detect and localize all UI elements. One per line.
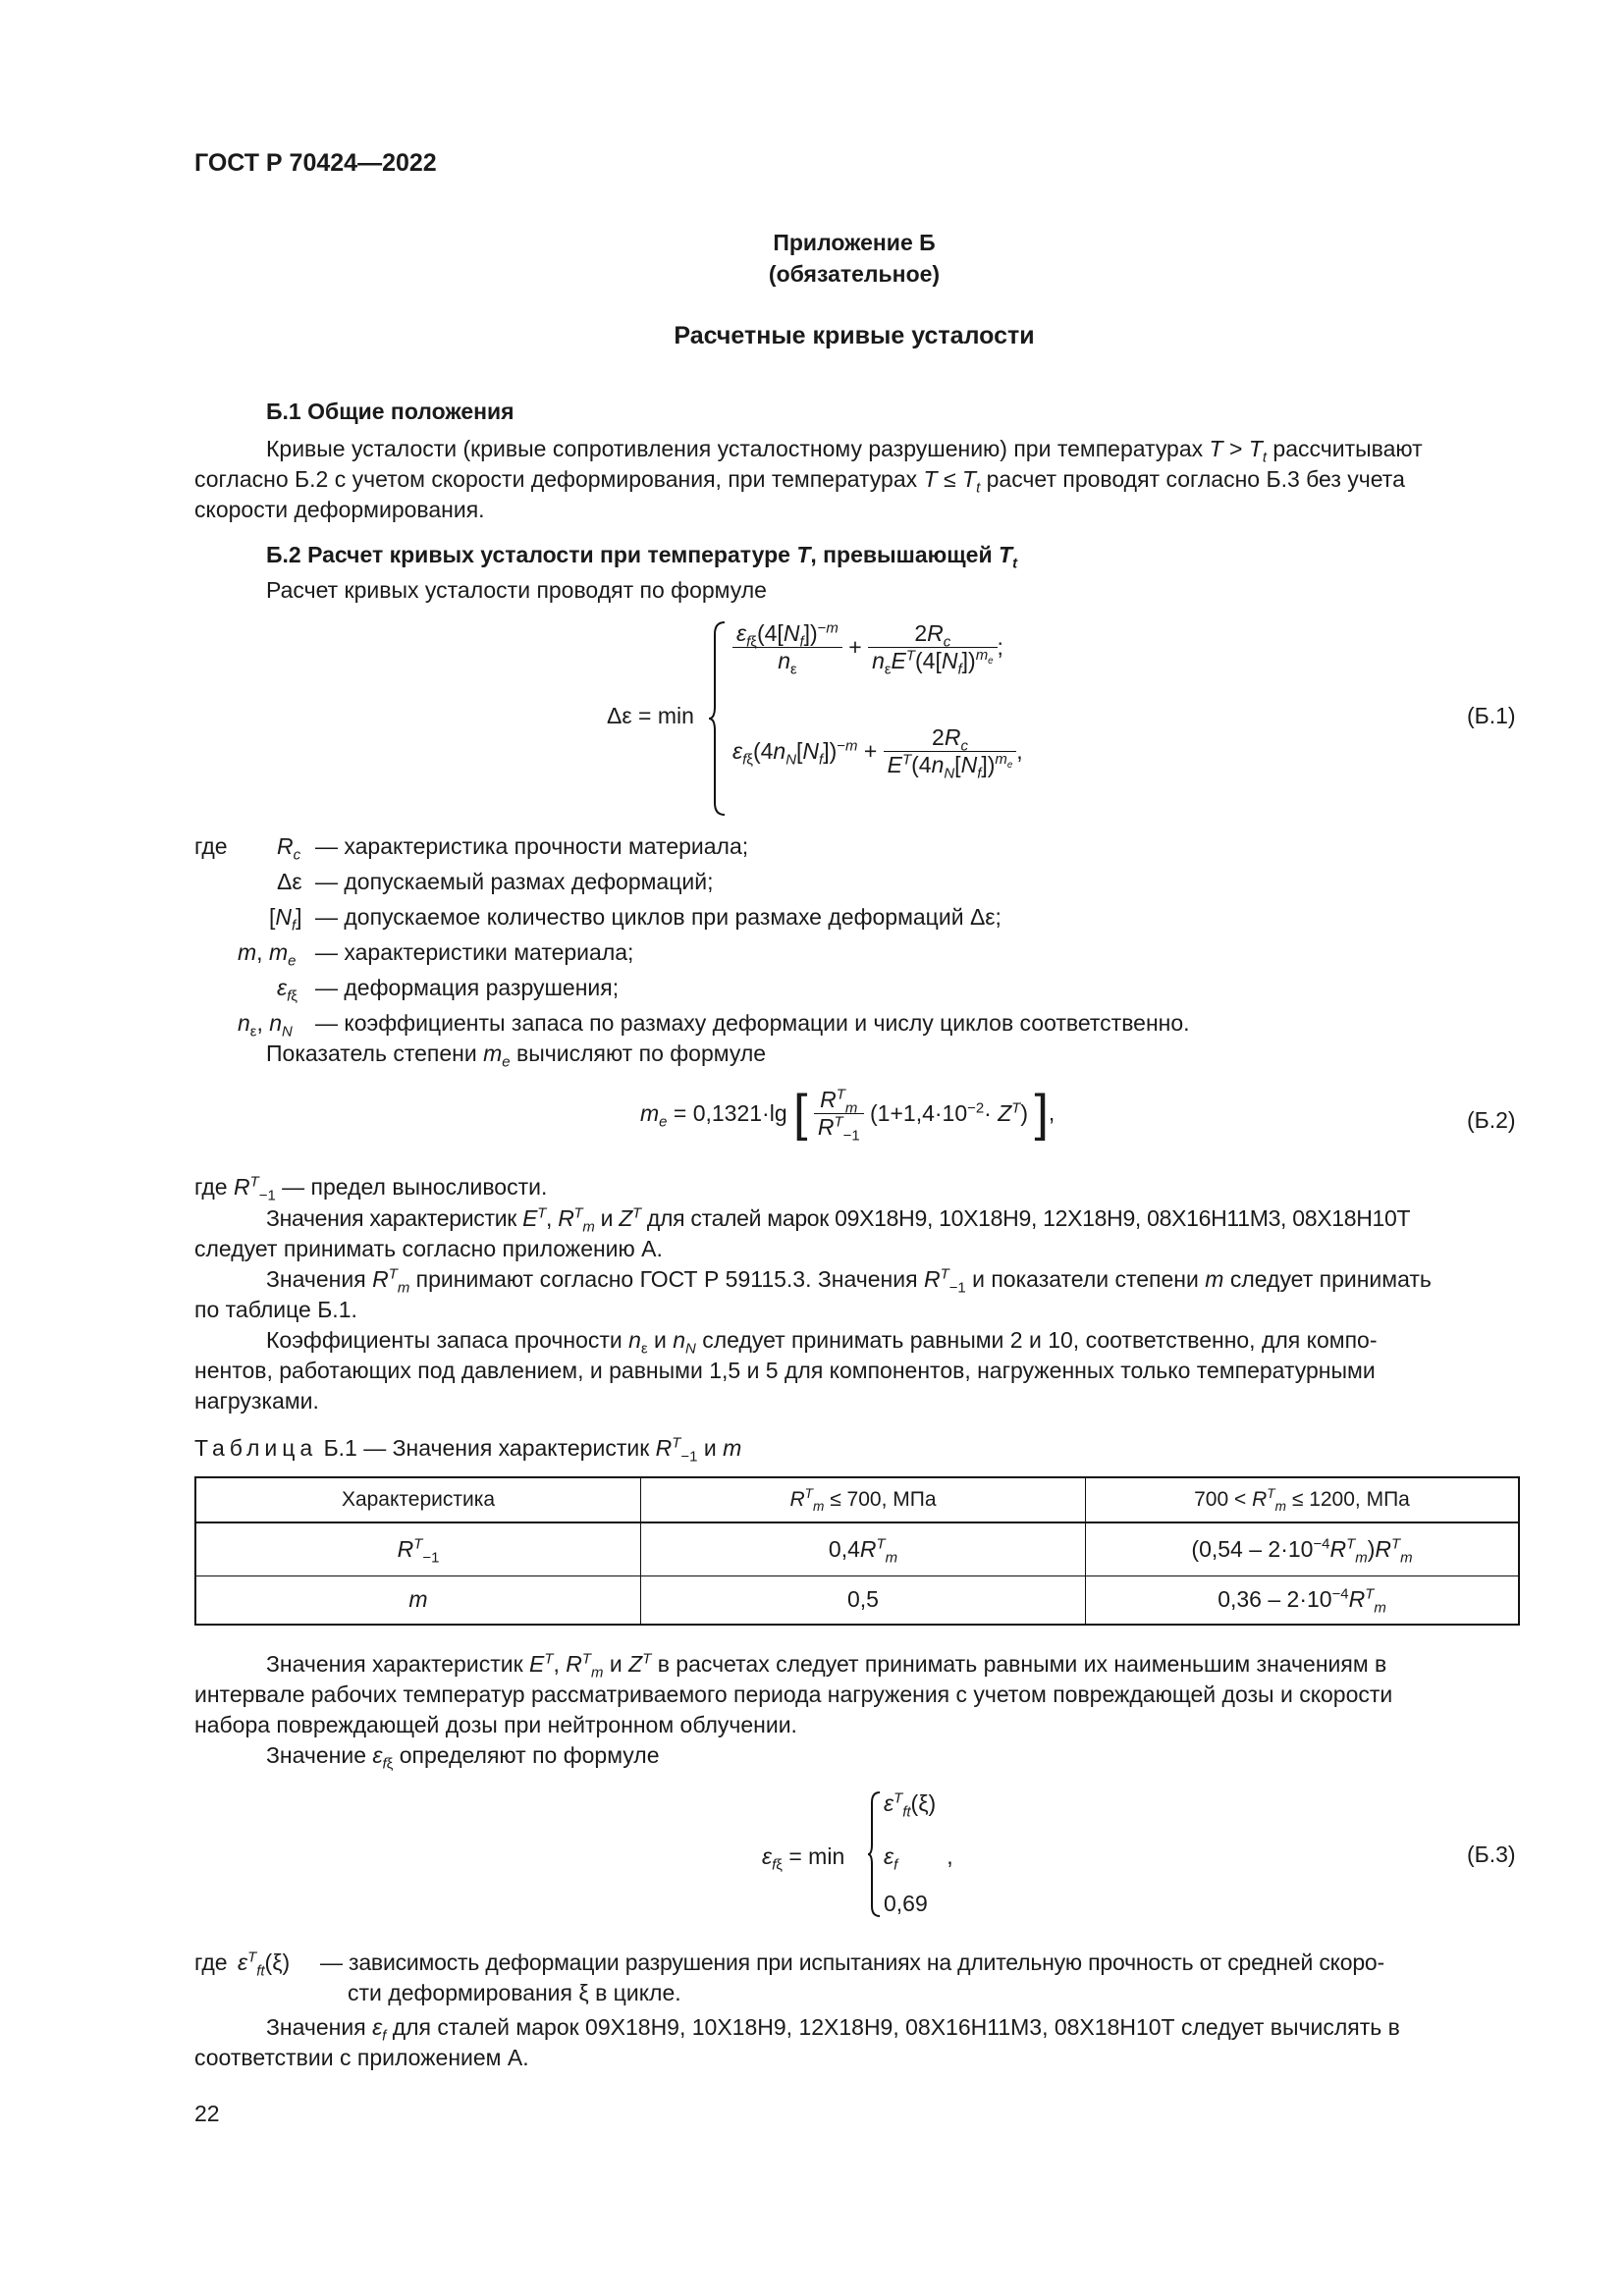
table-header-cell: $700 < R^T_m \le 1200$, МПа: [1086, 1477, 1520, 1522]
equation-b1-brace: [709, 620, 729, 817]
table-row: [195, 1522, 1519, 1575]
section-b2-heading: Б.2 Расчет кривых усталости при температуре T, превышающей $T_t$: [266, 542, 1018, 572]
page-number: 22: [194, 2101, 220, 2126]
me-intro: Показатель степени $m_e$ вычисляют по формуле: [266, 1041, 767, 1071]
equation-b3-brace: [868, 1790, 884, 1918]
table-cell: m: [195, 1575, 641, 1625]
equation-b2: $m_e = 0,1321\cdot\lg$ [ $\frac{R^T_m}{R^T_{-1}}$ $(1+1,4\cdot 10^{-2}\cdot Z^T)$ ],: [640, 1085, 1056, 1145]
equation-b1-number: (Б.1): [1467, 703, 1516, 728]
values-paragraph: Значения характеристик $E^T$, $R^T_m$ и $Z^T$ для сталей марок 09Х18Н9, 10Х18Н9, 12Х18Н9, 08Х16Н11М3, 08Х18Н10Т следует принимать согласно приложению А. Значения $R^T_m$ принимают согласно ГОСТ Р 59115.3. Значения $R^T_{-1}$ и показатели степени m следует принимать по таблице Б.1. Коэффициенты запаса прочности $n_\varepsilon$ и $n_N$ следует принимать равными 2 и 10, соответственно, для компо- нентов, работающих под давлением, и равными 1,5 и 5 для компонентов, нагруженных только температурными нагрузками.: [194, 1204, 1432, 1414]
where-list-b3: где $\varepsilon^T_{ft}(\xi)$ — зависимость деформации разрушения при испытаниях на длительную прочность от средней скоро- сти деформирования ξ в цикле.: [194, 1949, 1384, 2005]
after-table-paragraph: Значения характеристик $E^T$, $R^T_m$ и $Z^T$ в расчетах следует принимать равными их наименьшим значениям в интервале рабочих температур рассматриваемого периода нагружения с учетом повреждающей дозы и скорости набора повреждающей дозы при нейтронном облучении. Значение $\varepsilon_{f\xi}$ определяют по формуле: [194, 1650, 1393, 1773]
equation-b3: $\varepsilon_{f\xi} = \min$ $\varepsilon^T_{ft}(\xi)$ $\varepsilon_f$ , 0,69: [762, 1789, 953, 1916]
table-cell: $(0,54 - 2\cdot 10^{-4}R^T_m)R^T_m$: [1086, 1522, 1520, 1575]
table-header-cell: Характеристика: [195, 1477, 641, 1522]
final-paragraph: Значения $\varepsilon_f$ для сталей марок 09Х18Н9, 10Х18Н9, 12Х18Н9, 08Х16Н11М3, 08Х18Н10Т следует вычислять в соответствии с приложением А.: [194, 2014, 1400, 2070]
table-row: [195, 1575, 1519, 1625]
section-b1-heading: Б.1 Общие положения: [266, 399, 514, 424]
appendix-status: (обязательное): [768, 261, 941, 287]
table-header-cell: $R^T_m \le 700$, МПа: [641, 1477, 1086, 1522]
equation-b1: [607, 616, 1520, 823]
appendix-name: Расчетные кривые усталости: [674, 322, 1035, 349]
equation-b2-number: (Б.2): [1467, 1107, 1516, 1133]
appendix-title: Приложение Б: [773, 230, 936, 255]
table-b1: [194, 1476, 1520, 1626]
section-b1-paragraph: Кривые усталости (кривые сопротивления усталостному разрушению) при температурах $T > T_t$ рассчитывают согласно Б.2 с учетом скорости деформирования, при температурах $T \le T_t$ расчет проводят согласно Б.3 без учета скорости деформирования.: [194, 436, 1423, 522]
table-header-row: [195, 1477, 1519, 1522]
table-cell: $0,4R^T_m$: [641, 1522, 1086, 1575]
table-caption: Таблица Б.1 — Значения характеристик $R^T_{-1}$ и m: [194, 1434, 742, 1466]
equation-b3-number: (Б.3): [1467, 1842, 1516, 1867]
table-cell: $0,36 - 2\cdot 10^{-4}R^T_m$: [1086, 1575, 1520, 1625]
equation-b1-lhs: Δε = min: [607, 703, 694, 728]
document-header: ГОСТ Р 70424—2022: [194, 149, 437, 177]
table-cell: $R^T_{-1}$: [195, 1522, 641, 1575]
where-list-b1: где $R_c$ — характеристика прочности материала; Δε — допускаемый размах деформаций; $[N_f]$ — допускаемое количество циклов при размахе деформаций Δε; m, $m_e$ — характеристики материала; $\varepsilon_{f\xi}$ — деформация разрушения; $n_\varepsilon$, $n_N$ — коэффициенты запаса по размаху деформации и числу циклов соответственно.: [194, 833, 1190, 1041]
where-list-b2: где $R^T_{-1}$ — предел выносливости.: [194, 1173, 548, 1204]
equation-b1-row1: $\frac{\varepsilon_{f\xi}(4[N_f])^{-m}}{n_\varepsilon}$ + $\frac{2R_c}{n_\varepsilon E^T(4[N_f])^{m_e}}$ ;: [732, 620, 1003, 674]
equation-b1-row2: $\varepsilon_{f\xi}(4n_N[N_f])^{-m}$ + $\frac{2R_c}{E^T(4n_N[N_f])^{m_e}}$ ,: [732, 724, 1023, 782]
table-cell: 0,5: [641, 1575, 1086, 1625]
section-b2-intro: Расчет кривых усталости проводят по формуле: [266, 577, 767, 603]
